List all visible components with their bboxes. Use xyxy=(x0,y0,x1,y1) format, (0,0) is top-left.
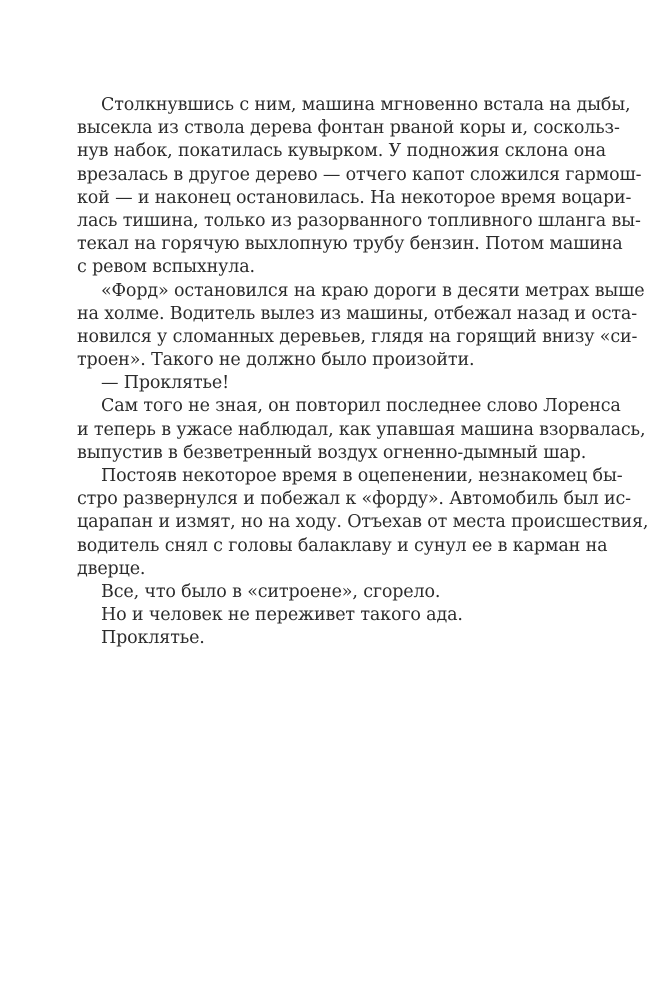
text-line: Но и человек не переживет такого ада. xyxy=(101,605,463,626)
text-line: выпустив в безветренный воздух огненно-дымный шар. xyxy=(77,442,587,463)
text-line: врезалась в другое дерево — отчего капот сложился гармош- xyxy=(77,164,642,185)
text-line: лась тишина, только из разорванного топливного шланга вы- xyxy=(77,210,641,231)
text-line: троен». Такого не должно было произойти. xyxy=(77,350,475,371)
text-line: Все, что было в «ситроене», сгорело. xyxy=(101,581,441,602)
text-line: «Форд» остановился на краю дороги в десяти метрах выше xyxy=(101,280,645,301)
text-line: царапан и измят, но на ходу. Отъехав от места происшествия, xyxy=(77,512,649,533)
text-line: водитель снял с головы балаклаву и сунул ее в карман на xyxy=(77,535,608,556)
text-line: текал на горячую выхлопную трубу бензин. Потом машина xyxy=(77,234,623,255)
text-line: высекла из ствола дерева фонтан рваной коры и, соскольз- xyxy=(77,118,620,139)
text-line: Постояв некоторое время в оцепенении, незнакомец бы- xyxy=(101,466,623,486)
text-line: Проклятье. xyxy=(101,628,205,649)
text-line: новился у сломанных деревьев, глядя на горящий внизу «си- xyxy=(77,326,638,347)
text-line: с ревом вспыхнула. xyxy=(77,257,255,278)
text-line: — Проклятье! xyxy=(101,373,229,394)
body-text xyxy=(77,94,649,651)
text-line: дверце. xyxy=(77,558,146,579)
text-line: и теперь в ужасе наблюдал, как упавшая машина взорвалась, xyxy=(77,419,646,440)
text-line: кой — и наконец остановилась. На некоторое время воцари- xyxy=(77,187,632,208)
text-line: Столкнувшись с ним, машина мгновенно встала на дыбы, xyxy=(101,95,631,115)
text-line: нув набок, покатилась кувырком. У подножия склона она xyxy=(77,141,606,162)
text-line: на холме. Водитель вылез из машины, отбежал назад и оста- xyxy=(77,303,637,324)
text-line: стро развернулся и побежал к «форду». Автомобиль был ис- xyxy=(77,489,631,510)
text-line: Сам того не зная, он повторил последнее слово Лоренса xyxy=(101,396,621,417)
